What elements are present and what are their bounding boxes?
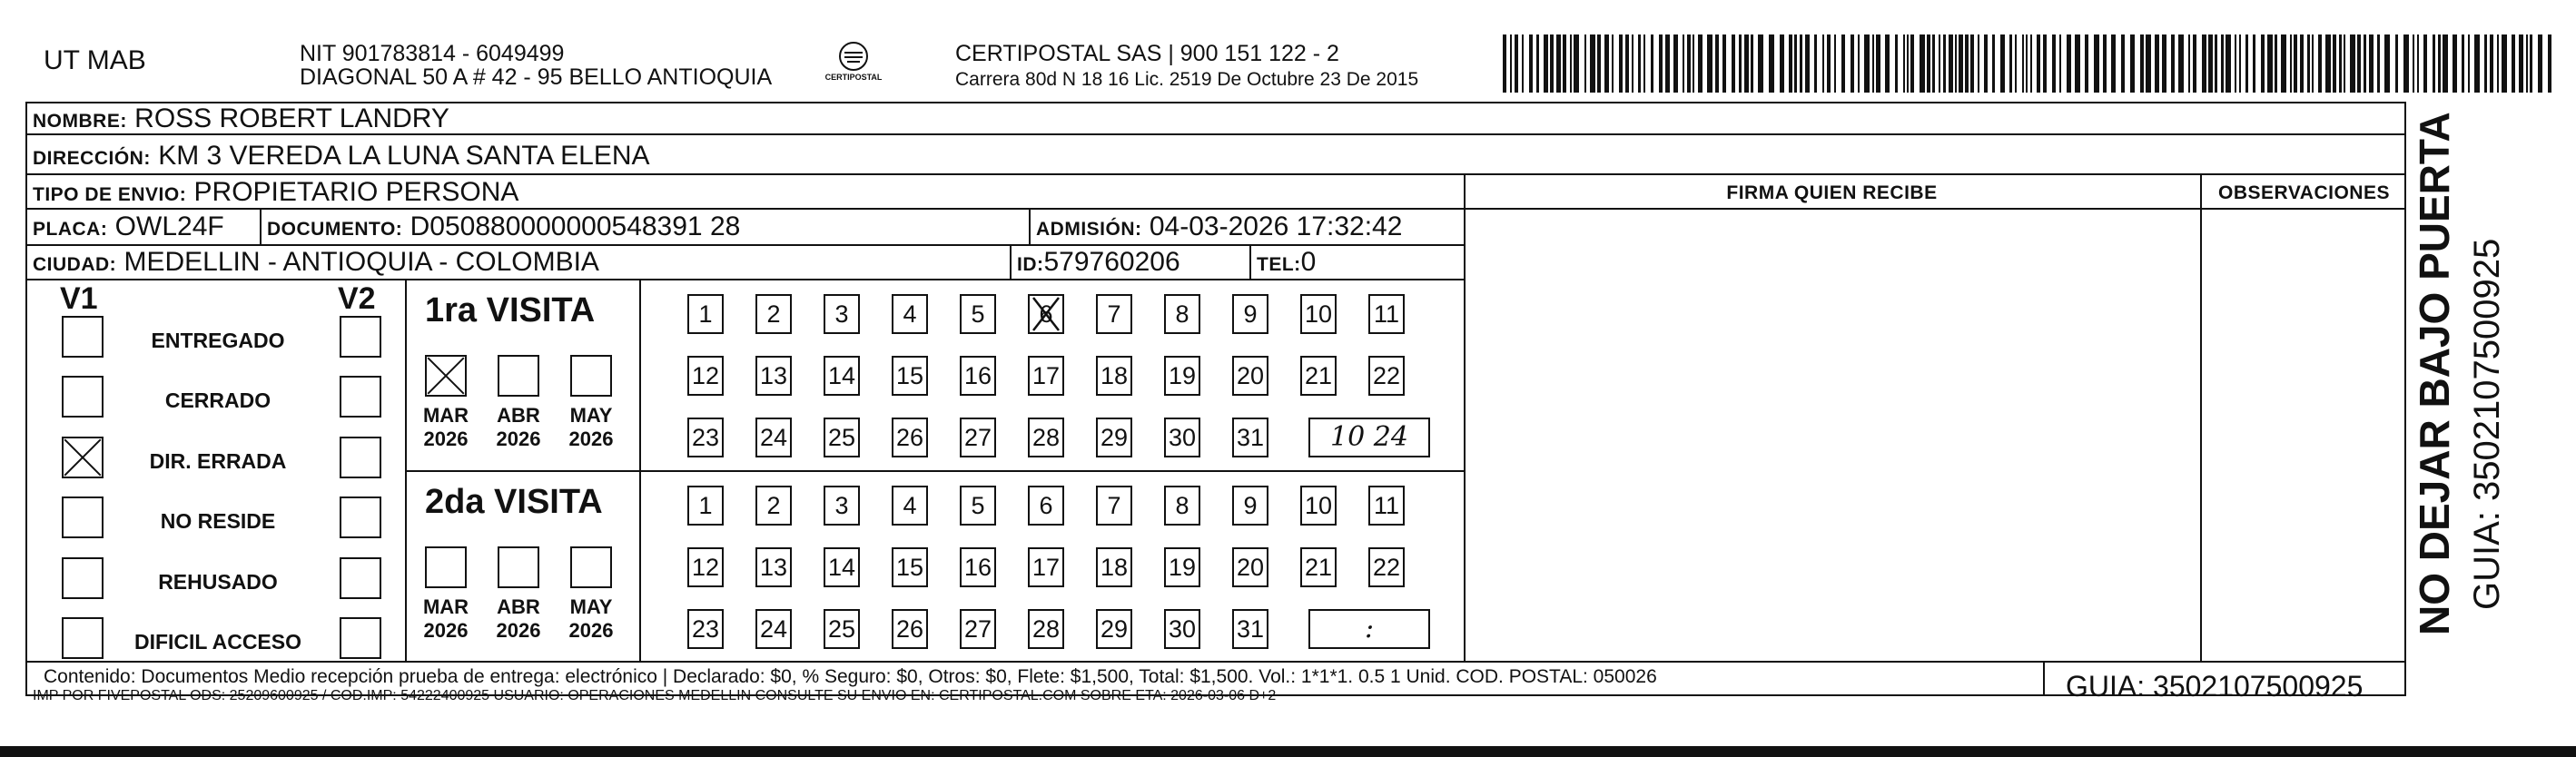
day-mark bbox=[1028, 294, 1064, 334]
month-label bbox=[564, 595, 618, 643]
day-box[interactable]: 2 bbox=[755, 486, 792, 526]
tipo-value: PROPIETARIO PERSONA bbox=[193, 177, 519, 207]
day-box[interactable]: 4 bbox=[892, 294, 928, 334]
footer-contenido: Contenido: Documentos Medio recepción prueba de entrega: electrónico | Declarado: $0, % Seguro: $0, Otros: $0, Flete: $1,500, Total: $1,500. Vol.: 1*1*1. 0.5 1 Unid. COD. POSTAL: 050026 bbox=[44, 666, 1657, 687]
month-year: 2026 bbox=[423, 619, 469, 642]
month-name: ABR bbox=[497, 404, 540, 427]
month-year: 2026 bbox=[568, 428, 614, 450]
day-box[interactable]: 24 bbox=[755, 418, 792, 457]
day-box[interactable]: 22 bbox=[1368, 547, 1405, 587]
month-year: 2026 bbox=[568, 619, 614, 642]
footer-imp: IMP POR FIVEPOSTAL ODS: 25209600925 / COD.IMP: 54222400925 USUARIO: OPERACIONES MEDELLIN CONSULTE SU ENVIO EN: CERTIPOSTAL.COM SOBRE ETA: 2026-03-06 D+2 bbox=[33, 688, 1277, 703]
day-box[interactable]: 19 bbox=[1164, 356, 1200, 396]
admision-row bbox=[1036, 211, 1402, 245]
v1-header: V1 bbox=[60, 281, 98, 316]
status-label: NO RESIDE bbox=[160, 509, 276, 533]
day-box[interactable]: 3 bbox=[824, 294, 860, 334]
direccion-row bbox=[33, 141, 650, 174]
tel-row bbox=[1257, 247, 1316, 280]
admision-label: ADMISIÓN: bbox=[1036, 219, 1142, 240]
month-year: 2026 bbox=[496, 619, 541, 642]
day-box[interactable]: 15 bbox=[892, 356, 928, 396]
v2-checkbox[interactable] bbox=[340, 437, 381, 478]
v2-checkbox[interactable] bbox=[340, 496, 381, 538]
status-label: ENTREGADO bbox=[151, 329, 285, 352]
placa-value: OWL24F bbox=[114, 211, 224, 241]
day-box[interactable]: 25 bbox=[824, 609, 860, 649]
day-box[interactable]: 27 bbox=[960, 609, 996, 649]
day-box[interactable]: 30 bbox=[1164, 609, 1200, 649]
day-box[interactable]: 15 bbox=[892, 547, 928, 587]
day-box[interactable]: 10 bbox=[1300, 294, 1337, 334]
visit-title: 2da VISITA bbox=[425, 483, 603, 521]
ciudad-row bbox=[33, 247, 599, 280]
company-name: UT MAB bbox=[44, 45, 146, 75]
day-box[interactable]: 7 bbox=[1096, 486, 1132, 526]
company-nit: NIT 901783814 - 6049499 bbox=[300, 41, 565, 66]
id-value: 579760206 bbox=[1043, 247, 1180, 277]
month-name: MAY bbox=[569, 404, 613, 427]
v2-header: V2 bbox=[338, 281, 376, 316]
day-box[interactable]: 25 bbox=[824, 418, 860, 457]
admision-value: 04-03-2026 17:32:42 bbox=[1149, 211, 1403, 241]
day-box[interactable]: 13 bbox=[755, 356, 792, 396]
day-box[interactable]: 16 bbox=[960, 356, 996, 396]
tipo-row bbox=[33, 177, 518, 211]
month-label bbox=[564, 404, 618, 451]
day-box[interactable]: 18 bbox=[1096, 356, 1132, 396]
nombre-value: ROSS ROBERT LANDRY bbox=[134, 103, 449, 133]
month-checkbox[interactable] bbox=[498, 355, 539, 397]
id-label: ID: bbox=[1017, 254, 1044, 275]
v1-checkbox[interactable] bbox=[62, 496, 104, 538]
day-box[interactable]: 7 bbox=[1096, 294, 1132, 334]
month-label bbox=[491, 404, 546, 451]
day-box[interactable]: 3 bbox=[824, 486, 860, 526]
day-box[interactable]: 10 bbox=[1300, 486, 1337, 526]
day-box[interactable]: 6 bbox=[1028, 294, 1064, 334]
observaciones-header: OBSERVACIONES bbox=[2218, 182, 2390, 203]
visit-title: 1ra VISITA bbox=[425, 291, 596, 329]
day-box[interactable]: 5 bbox=[960, 486, 996, 526]
v1-checkbox[interactable] bbox=[62, 437, 104, 478]
month-label bbox=[419, 404, 473, 451]
day-box[interactable]: 24 bbox=[755, 609, 792, 649]
day-box[interactable]: 19 bbox=[1164, 547, 1200, 587]
documento-label: DOCUMENTO: bbox=[267, 219, 403, 240]
nombre-row bbox=[33, 103, 449, 137]
day-box[interactable]: 30 bbox=[1164, 418, 1200, 457]
barcode bbox=[1503, 34, 2556, 93]
documento-row bbox=[267, 211, 740, 245]
month-checkbox[interactable] bbox=[425, 355, 467, 397]
day-box[interactable]: 29 bbox=[1096, 609, 1132, 649]
footer-guia: GUIA: 3502107500925 bbox=[2066, 670, 2364, 703]
day-box[interactable]: 22 bbox=[1368, 356, 1405, 396]
day-box[interactable]: 21 bbox=[1300, 547, 1337, 587]
month-label bbox=[419, 595, 473, 643]
direccion-label: DIRECCIÓN: bbox=[33, 148, 151, 169]
tel-value: 0 bbox=[1300, 247, 1317, 277]
placa-label: PLACA: bbox=[33, 219, 108, 240]
month-name: ABR bbox=[497, 595, 540, 618]
month-year: 2026 bbox=[423, 428, 469, 450]
v2-checkbox[interactable] bbox=[340, 557, 381, 599]
day-box[interactable]: 9 bbox=[1232, 294, 1268, 334]
day-box[interactable]: 27 bbox=[960, 418, 996, 457]
id-row bbox=[1017, 247, 1180, 280]
day-box[interactable]: 18 bbox=[1096, 547, 1132, 587]
day-box[interactable]: 11 bbox=[1368, 486, 1405, 526]
day-box[interactable]: 23 bbox=[687, 418, 724, 457]
status-label: DIR. ERRADA bbox=[149, 449, 287, 473]
documento-value: D050880000000548391 28 bbox=[410, 211, 741, 241]
day-box[interactable]: 28 bbox=[1028, 418, 1064, 457]
day-box[interactable]: 2 bbox=[755, 294, 792, 334]
carrier-name: CERTIPOSTAL SAS | 900 151 122 - 2 bbox=[955, 41, 1339, 66]
day-box[interactable]: 8 bbox=[1164, 294, 1200, 334]
ciudad-value: MEDELLIN - ANTIOQUIA - COLOMBIA bbox=[123, 247, 599, 277]
carrier-license: Carrera 80d N 18 16 Lic. 2519 De Octubre 23 De 2015 bbox=[955, 69, 1419, 90]
day-box[interactable]: 17 bbox=[1028, 547, 1064, 587]
tipo-label: TIPO DE ENVIO: bbox=[33, 184, 187, 205]
day-box[interactable]: 16 bbox=[960, 547, 996, 587]
month-checkbox[interactable] bbox=[570, 546, 612, 588]
day-box[interactable]: 5 bbox=[960, 294, 996, 334]
month-checkbox[interactable] bbox=[570, 355, 612, 397]
day-box[interactable]: 12 bbox=[687, 356, 724, 396]
day-box[interactable]: 1 bbox=[687, 486, 724, 526]
no-dejar-notice: NO DEJAR BAJO PUERTA bbox=[2411, 112, 2458, 635]
day-box[interactable]: 26 bbox=[892, 418, 928, 457]
v1-checkbox[interactable] bbox=[62, 617, 104, 659]
month-name: MAY bbox=[569, 595, 613, 618]
time-box[interactable]: 10 24 bbox=[1308, 418, 1430, 457]
ciudad-label: CIUDAD: bbox=[33, 254, 117, 275]
day-box[interactable]: 29 bbox=[1096, 418, 1132, 457]
direccion-value: KM 3 VEREDA LA LUNA SANTA ELENA bbox=[158, 141, 650, 171]
bottom-edge bbox=[0, 746, 2576, 757]
day-box[interactable]: 1 bbox=[687, 294, 724, 334]
day-box[interactable]: 13 bbox=[755, 547, 792, 587]
v2-checkbox[interactable] bbox=[340, 617, 381, 659]
day-box[interactable]: 31 bbox=[1232, 609, 1268, 649]
v2-checkbox[interactable] bbox=[340, 316, 381, 358]
v1-checkbox[interactable] bbox=[62, 557, 104, 599]
month-name: MAR bbox=[422, 404, 469, 427]
day-box[interactable]: 11 bbox=[1368, 294, 1405, 334]
certipostal-logo bbox=[822, 38, 885, 93]
day-box[interactable]: 31 bbox=[1232, 418, 1268, 457]
month-checkbox[interactable] bbox=[425, 546, 467, 588]
month-label bbox=[491, 595, 546, 643]
month-name: MAR bbox=[422, 595, 469, 618]
v1-checkbox[interactable] bbox=[62, 316, 104, 358]
day-box[interactable]: 14 bbox=[824, 356, 860, 396]
day-box[interactable]: 9 bbox=[1232, 486, 1268, 526]
firma-header: FIRMA QUIEN RECIBE bbox=[1726, 182, 1938, 203]
day-box[interactable]: 23 bbox=[687, 609, 724, 649]
day-box[interactable]: 4 bbox=[892, 486, 928, 526]
month-checkbox[interactable] bbox=[498, 546, 539, 588]
month-year: 2026 bbox=[496, 428, 541, 450]
tel-label: TEL: bbox=[1257, 254, 1301, 275]
time-box[interactable]: : bbox=[1308, 609, 1430, 649]
day-box[interactable]: 20 bbox=[1232, 547, 1268, 587]
day-box[interactable]: 28 bbox=[1028, 609, 1064, 649]
day-box[interactable]: 6 bbox=[1028, 486, 1064, 526]
logo-text: CERTIPOSTAL bbox=[824, 73, 883, 82]
day-box[interactable]: 21 bbox=[1300, 356, 1337, 396]
day-box[interactable]: 8 bbox=[1164, 486, 1200, 526]
v2-checkbox[interactable] bbox=[340, 376, 381, 418]
day-box[interactable]: 20 bbox=[1232, 356, 1268, 396]
side-guia: GUIA: 3502107500925 bbox=[2467, 238, 2507, 610]
status-label: CERRADO bbox=[164, 388, 271, 412]
company-address: DIAGONAL 50 A # 42 - 95 BELLO ANTIOQUIA bbox=[300, 64, 773, 90]
status-label: DIFICIL ACCESO bbox=[133, 630, 301, 654]
v1-checkbox[interactable] bbox=[62, 376, 104, 418]
day-box[interactable]: 26 bbox=[892, 609, 928, 649]
nombre-label: NOMBRE: bbox=[33, 111, 127, 132]
status-label: REHUSADO bbox=[158, 570, 278, 594]
day-box[interactable]: 14 bbox=[824, 547, 860, 587]
day-box[interactable]: 17 bbox=[1028, 356, 1064, 396]
placa-row bbox=[33, 211, 224, 245]
day-box[interactable]: 12 bbox=[687, 547, 724, 587]
